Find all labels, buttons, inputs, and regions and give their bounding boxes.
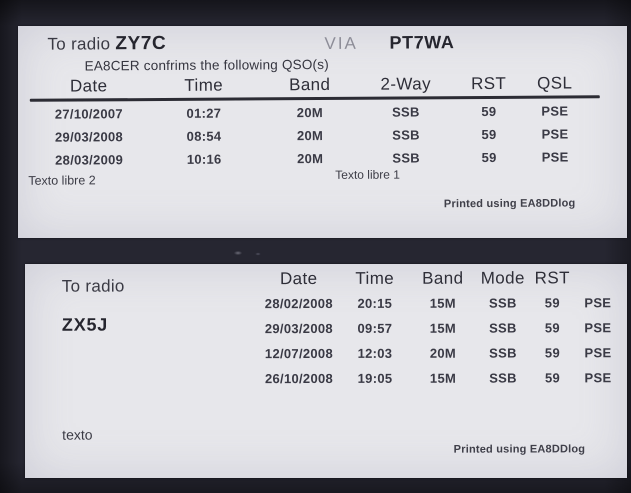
qso-rst: 59 [544, 345, 561, 361]
free-text-2: Texto libre 2 [28, 173, 96, 188]
qso-mode: SSB [489, 370, 517, 386]
to-radio-line [47, 33, 166, 56]
qsl-manager-callsign: PT7WA [389, 32, 455, 53]
qso-date: 29/03/2008 [54, 129, 124, 145]
qso-qsl: PSE [584, 320, 612, 336]
qso-band: 20M [297, 150, 324, 167]
destination-callsign: ZX5J [61, 314, 109, 335]
column-header-date: Date [279, 269, 318, 289]
column-header-time: Time [355, 268, 395, 288]
qso-rst: 59 [544, 370, 561, 386]
qso-rst: 59 [481, 126, 497, 143]
via-label: VIA [324, 33, 358, 53]
qso-mode: SSB [488, 295, 517, 311]
qso-date: 29/03/2008 [264, 320, 333, 337]
scan-smudge [228, 249, 268, 257]
qso-qsl: PSE [584, 295, 612, 311]
qso-mode: SSB [392, 127, 420, 143]
printed-using-credit: Printed using EA8DDlog [443, 197, 576, 211]
qsl-label-card-bottom [25, 264, 627, 478]
to-radio-label: To radio [47, 34, 111, 54]
qso-row [260, 320, 623, 336]
qso-band: 20M [296, 104, 324, 121]
qso-band: 15M [429, 320, 457, 336]
column-header-2way: 2-Way [380, 74, 432, 94]
qso-time: 10:16 [186, 151, 222, 167]
header-divider [30, 95, 600, 101]
qso-band: 20M [296, 127, 324, 144]
qso-rst: 59 [544, 295, 560, 311]
qso-mode: SSB [489, 345, 517, 361]
qso-time: 09:57 [357, 320, 393, 336]
qsl-label-card-top [18, 26, 627, 238]
column-header-qsl: QSL [537, 73, 573, 93]
qso-band: 20M [429, 345, 457, 361]
qso-table-header [30, 73, 584, 96]
free-text: texto [62, 426, 93, 443]
qso-qsl: PSE [541, 126, 569, 142]
qso-time: 08:54 [186, 128, 222, 144]
column-header-mode: Mode [480, 268, 525, 288]
to-radio-label: To radio [61, 276, 125, 296]
qso-time: 12:03 [357, 345, 393, 361]
qso-band: 15M [429, 370, 457, 386]
qso-row [260, 370, 623, 386]
qso-mode: SSB [392, 150, 421, 166]
qso-date: 27/10/2007 [54, 106, 123, 122]
qso-date: 28/03/2009 [55, 152, 124, 168]
column-header-band: Band [288, 74, 331, 95]
column-header-rst: RST [471, 73, 507, 94]
qso-row [260, 345, 623, 361]
qso-date: 12/07/2008 [264, 345, 334, 362]
column-header-time: Time [184, 75, 224, 95]
qso-qsl: PSE [541, 103, 569, 119]
qso-date: 26/10/2008 [264, 370, 334, 387]
qso-table-header [260, 268, 623, 289]
qso-date: 28/02/2008 [264, 295, 333, 312]
qso-time: 20:15 [357, 295, 393, 311]
confirmation-line: EA8CER confrims the following QSO(s) [84, 56, 329, 74]
qso-row [30, 103, 584, 121]
qso-row [30, 126, 584, 144]
column-header-rst: RST [534, 268, 570, 288]
qso-rst: 59 [544, 320, 560, 336]
qso-qsl: PSE [584, 345, 612, 361]
column-header-spacer [573, 268, 623, 288]
qso-mode: SSB [489, 320, 517, 336]
qso-rst: 59 [481, 103, 497, 120]
qso-mode: SSB [392, 104, 420, 120]
qso-row [260, 295, 623, 311]
printed-using-credit: Printed using EA8DDlog [453, 443, 586, 456]
column-header-band: Band [422, 268, 464, 288]
free-text-1: Texto libre 1 [335, 167, 401, 182]
qso-row [30, 149, 584, 167]
qso-time: 19:05 [357, 370, 393, 386]
column-header-date: Date [69, 76, 108, 96]
qso-time: 01:27 [186, 105, 222, 121]
destination-callsign: ZY7C [115, 32, 167, 55]
qso-qsl: PSE [541, 149, 569, 165]
qso-band: 15M [429, 295, 456, 311]
qso-qsl: PSE [584, 370, 612, 386]
qso-rst: 59 [481, 149, 497, 166]
